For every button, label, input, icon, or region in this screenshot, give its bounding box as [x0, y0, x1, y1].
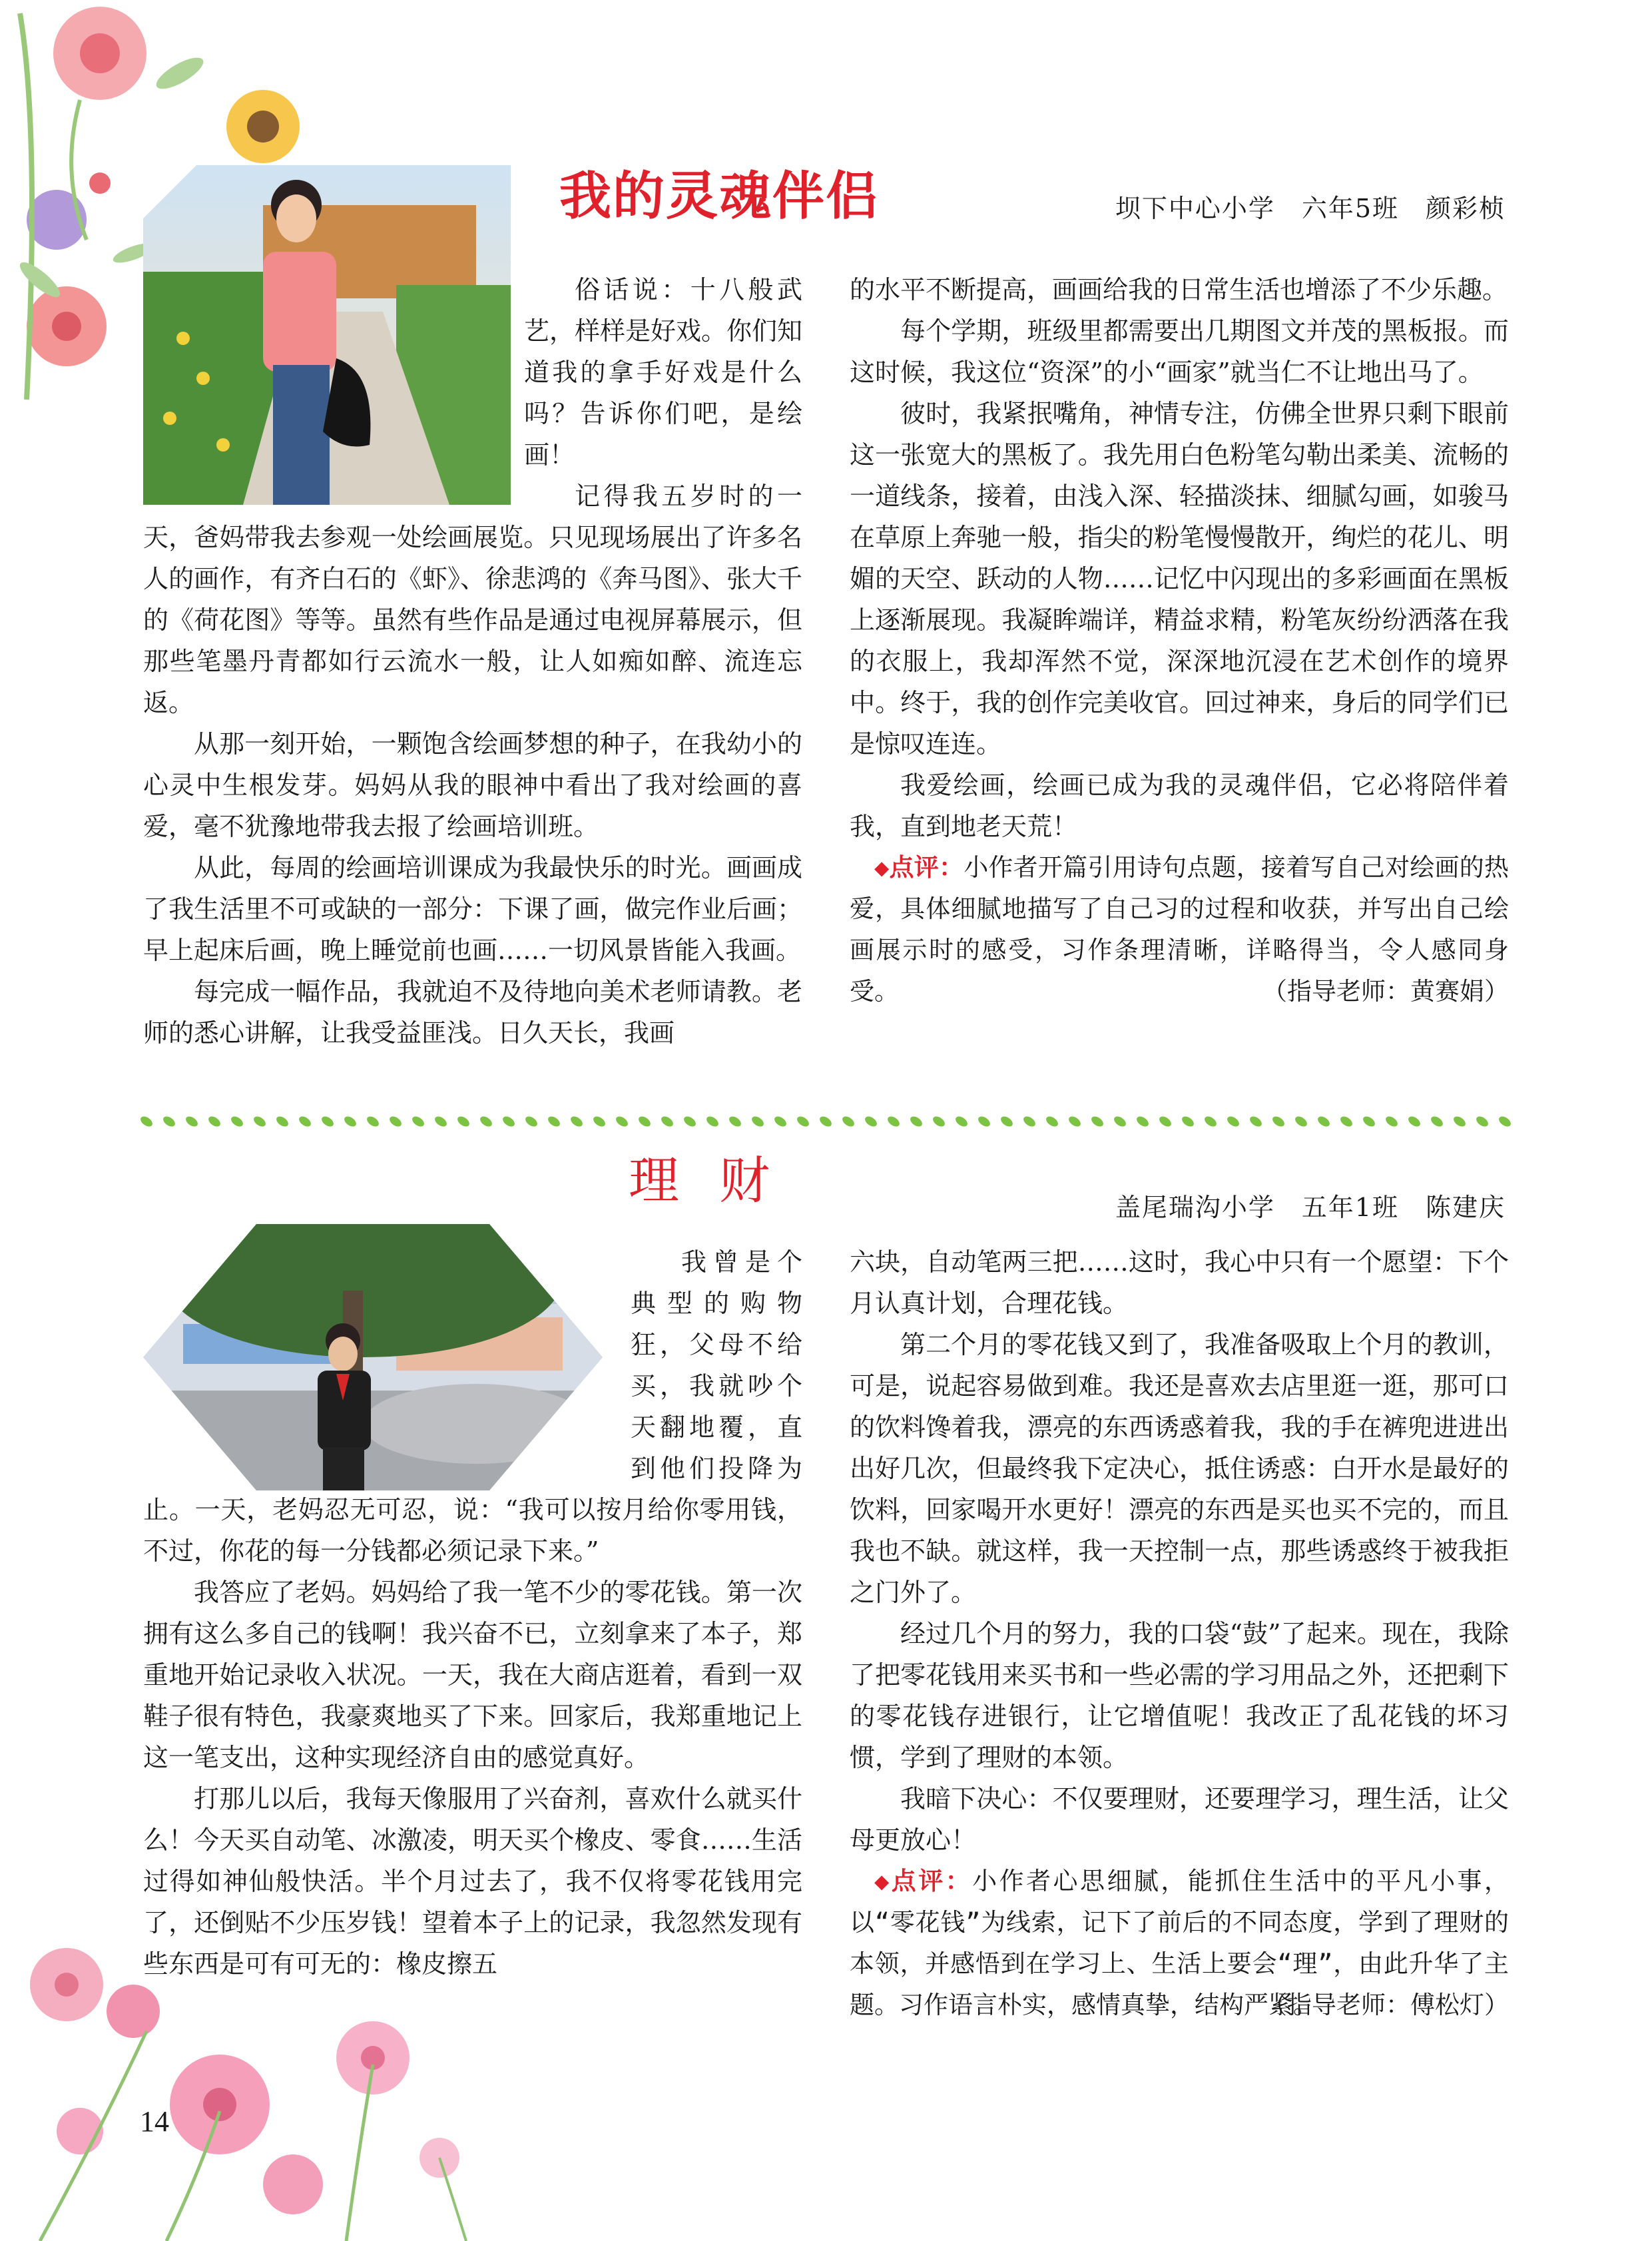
divider-leaf — [388, 1114, 403, 1128]
divider-leaf — [546, 1114, 561, 1128]
divider-leaf — [365, 1114, 380, 1128]
divider-leaf — [1112, 1114, 1127, 1128]
divider-leaf — [161, 1114, 176, 1128]
article1-paragraph: 每完成一幅作品，我就迫不及待地向美术老师请教。老师的悉心讲解，让我受益匪浅。日久天长，我画 — [143, 977, 802, 1048]
divider-leaf — [591, 1114, 607, 1128]
divider-leaf — [1180, 1114, 1195, 1128]
divider-leaf — [478, 1114, 493, 1128]
article1-byline: 坝下中心小学 六年5班 颜彩桢 — [1115, 194, 1506, 223]
divider-leaf — [886, 1114, 901, 1128]
divider-leaf — [1157, 1114, 1173, 1128]
divider-leaf — [1248, 1114, 1263, 1128]
comment-text: 小作者心思细腻，能抓住生活中的平凡小事，以“零花钱”为线索，记下了前后的不同态度，学到了理财的本领，并感悟到在学习上、生活上要会“理”，由此升华了主题。习作语言朴实，感情真挚，结构严紧。 — [850, 1867, 1510, 2019]
divider-leaf — [1044, 1114, 1059, 1128]
divider-leaf — [999, 1114, 1014, 1128]
article2-paragraph: 经过几个月的努力，我的口袋“鼓”了起来。现在，我除了把零花钱用来买书和一些必需的学习用品之外，还把剩下的零花钱存进银行，让它增值呢！我改正了乱花钱的坏习惯，学到了理财的本领。 — [850, 1619, 1509, 1772]
divider-leaf — [1135, 1114, 1150, 1128]
divider-leaf — [206, 1114, 222, 1128]
divider-leaf — [818, 1114, 833, 1128]
divider-leaf — [1384, 1114, 1399, 1128]
article1-paragraph: 我爱绘画，绘画已成为我的灵魂伴侣，它必将陪伴着我，直到地老天荒！ — [850, 771, 1509, 841]
divider-leaf — [297, 1114, 312, 1128]
divider-leaf — [954, 1114, 969, 1128]
divider-leaf — [1497, 1114, 1512, 1128]
article2-paragraph: 第二个月的零花钱又到了，我准备吸取上个月的教训，可是，说起容易做到难。我还是喜欢去店里逛一逛，那可口的饮料馋着我，漂亮的东西诱惑着我，我的手在裤兜进进出出好几次，但最终我下定决心，抵住诱惑：白开水是最好的饮料，回家喝开水更好！漂亮的东西是买也买不完的，而且我也不缺。就这样，我一天控制一点，那些诱惑终于被我拒之门外了。 — [850, 1330, 1509, 1607]
divider-leaf — [931, 1114, 946, 1128]
divider-leaf — [523, 1114, 539, 1128]
divider-leaf — [863, 1114, 878, 1128]
comment-label: 点评： — [889, 853, 964, 882]
divider-leaf — [229, 1114, 244, 1128]
diamond-icon: ◆ — [874, 1867, 892, 1895]
article2-photo-spacer — [143, 1241, 631, 1489]
article1-paragraph: 从此，每周的绘画培训课成为我最快乐的时光。画画成了我生活里不可或缺的一部分：下课了画，做完作业后画；早上起床后画，晚上睡觉前也画……一切风景皆能入我画。 — [143, 853, 802, 965]
divider-leaf — [1338, 1114, 1354, 1128]
article2-right-column — [850, 1241, 1509, 2026]
article1-paragraph: 的水平不断提高，画画给我的日常生活也增添了不少乐趣。 — [850, 275, 1508, 304]
divider-leaf — [1225, 1114, 1240, 1128]
divider-leaf — [637, 1114, 652, 1128]
divider-leaf — [342, 1114, 358, 1128]
article2-paragraph: 六块，自动笔两三把……这时，我心中只有一个愿望：下个月认真计划，合理花钱。 — [850, 1247, 1509, 1318]
divider-leaf — [704, 1114, 720, 1128]
divider-leaf — [1203, 1114, 1218, 1128]
diamond-icon: ◆ — [874, 853, 890, 882]
article1-right-column — [850, 269, 1509, 1012]
divider-leaf — [1452, 1114, 1467, 1128]
article2-paragraph: 我暗下决心：不仅要理财，还要理学习，理生活，让父母更放心！ — [850, 1784, 1509, 1855]
article1-paragraph: 彼时，我紧抿嘴角，神情专注，仿佛全世界只剩下眼前这一张宽大的黑板了。我先用白色粉笔勾勒出柔美、流畅的一道线条，接着，由浅入深、轻描淡抹、细腻勾画，如骏马在草原上奔驰一般，指尖的粉笔慢慢散开，绚烂的花儿、明媚的天空、跃动的人物……记忆中闪现出的多彩画面在黑板上逐渐展现。我凝眸端详，精益求精，粉笔灰纷纷洒落在我的衣服上，我却浑然不觉，深深地沉浸在艺术创作的境界中。终于，我的创作完美收官。回过神来，身后的同学们已是惊叹连连。 — [850, 399, 1509, 759]
divider-leaf — [1406, 1114, 1422, 1128]
article1-paragraph: 从那一刻开始，一颗饱含绘画梦想的种子，在我幼小的心灵中生根发芽。妈妈从我的眼神中看出了我对绘画的喜爱，毫不犹豫地带我去报了绘画培训班。 — [143, 729, 802, 841]
divider-leaf — [140, 1114, 154, 1128]
divider-leaf — [1474, 1114, 1490, 1128]
article2-left-column — [143, 1241, 802, 1985]
divider-leaf — [682, 1114, 697, 1128]
divider-leaf — [1316, 1114, 1331, 1128]
article1-comment — [850, 847, 1509, 1012]
divider-leaf — [976, 1114, 991, 1128]
teacher-credit: （指导老师：黄赛娟） — [1262, 977, 1509, 1006]
section-divider — [140, 1112, 1518, 1131]
divider-leaf — [320, 1114, 335, 1128]
article1-paragraph: 记得我五岁时的一天，爸妈带我去参观一处绘画展览。只见现场展出了许多名人的画作，有齐白石的《虾》、徐悲鸿的《奔马图》、张大千的《荷花图》等等。虽然有些作品是通过电视屏幕展示，但那些笔墨丹青都如行云流水一般，让人如痴如醉、流连忘返。 — [143, 481, 802, 717]
article1-photo-spacer — [143, 269, 524, 506]
divider-leaf — [1021, 1114, 1037, 1128]
article1-left-column — [143, 269, 802, 1054]
comment-text: 小作者开篇引用诗句点题，接着写自己对绘画的热爱，具体细腻地描写了自己习的过程和收获，并写出自己绘画展示时的感受，习作条理清晰，详略得当，令人感同身受。 — [850, 853, 1510, 1006]
divider-leaf — [795, 1114, 810, 1128]
divider-leaf — [1361, 1114, 1376, 1128]
comment-label: 点评： — [891, 1867, 973, 1895]
divider-leaf — [1429, 1114, 1444, 1128]
divider-leaf — [569, 1114, 584, 1128]
divider-leaf — [750, 1114, 765, 1128]
article1-paragraph: 每个学期，班级里都需要出几期图文并茂的黑板报。而这时候，我这位“资深”的小“画家”就当仁不让地出马了。 — [850, 316, 1509, 387]
divider-leaf — [455, 1114, 471, 1128]
divider-leaf — [772, 1114, 788, 1128]
article1-title: 我的灵魂伴侣 — [559, 166, 879, 226]
divider-leaf — [274, 1114, 290, 1128]
divider-leaf — [659, 1114, 675, 1128]
teacher-credit: （指导老师：傅松灯） — [1262, 1991, 1509, 2019]
divider-leaf — [433, 1114, 448, 1128]
divider-leaf — [252, 1114, 267, 1128]
article2-byline: 盖尾瑞沟小学 五年1班 陈建庆 — [1115, 1193, 1506, 1222]
article1-paragraph: 俗话说：十八般武艺，样样是好戏。你们知道我的拿手好戏是什么吗？告诉你们吧，是绘画！ — [524, 275, 803, 470]
divider-leaf — [1089, 1114, 1105, 1128]
article2-paragraph: 我答应了老妈。妈妈给了我一笔不少的零花钱。第一次拥有这么多自己的钱啊！我兴奋不已，立刻拿来了本子，郑重地开始记录收入状况。一天，我在大商店逛着，看到一双鞋子很有特色，我豪爽地买了下来。回家后，我郑重地记上这一笔支出，这种实现经济自由的感觉真好。 — [143, 1578, 802, 1772]
divider-leaf — [410, 1114, 425, 1128]
divider-leaf — [184, 1114, 199, 1128]
divider-leaf — [1067, 1114, 1082, 1128]
divider-leaf — [501, 1114, 516, 1128]
divider-leaf — [727, 1114, 742, 1128]
article2-comment — [850, 1861, 1509, 2026]
divider-leaf — [908, 1114, 924, 1128]
divider-leaf — [840, 1114, 856, 1128]
article2-paragraph: 打那儿以后，我每天像服用了兴奋剂，喜欢什么就买什么！今天买自动笔、冰激凌，明天买个橡皮、零食……生活过得如神仙般快活。半个月过去了，我不仅将零花钱用完了，还倒贴不少压岁钱！望着本子上的记录，我忽然发现有些东西是可有可无的：橡皮擦五 — [143, 1784, 802, 1979]
page-number: 14 — [140, 2105, 169, 2138]
divider-leaf — [1293, 1114, 1308, 1128]
article2-title: 理财 — [629, 1151, 810, 1210]
divider-leaf — [614, 1114, 629, 1128]
divider-leaf — [1270, 1114, 1286, 1128]
article2-paragraph: 我曾是个典型的购物狂，父母不给买，我就吵个天翻地覆，直到他们投降为止。一天，老妈忍无可忍，说：“我可以按月给你零用钱，不过，你花的每一分钱都必须记录下来。” — [143, 1247, 802, 1566]
